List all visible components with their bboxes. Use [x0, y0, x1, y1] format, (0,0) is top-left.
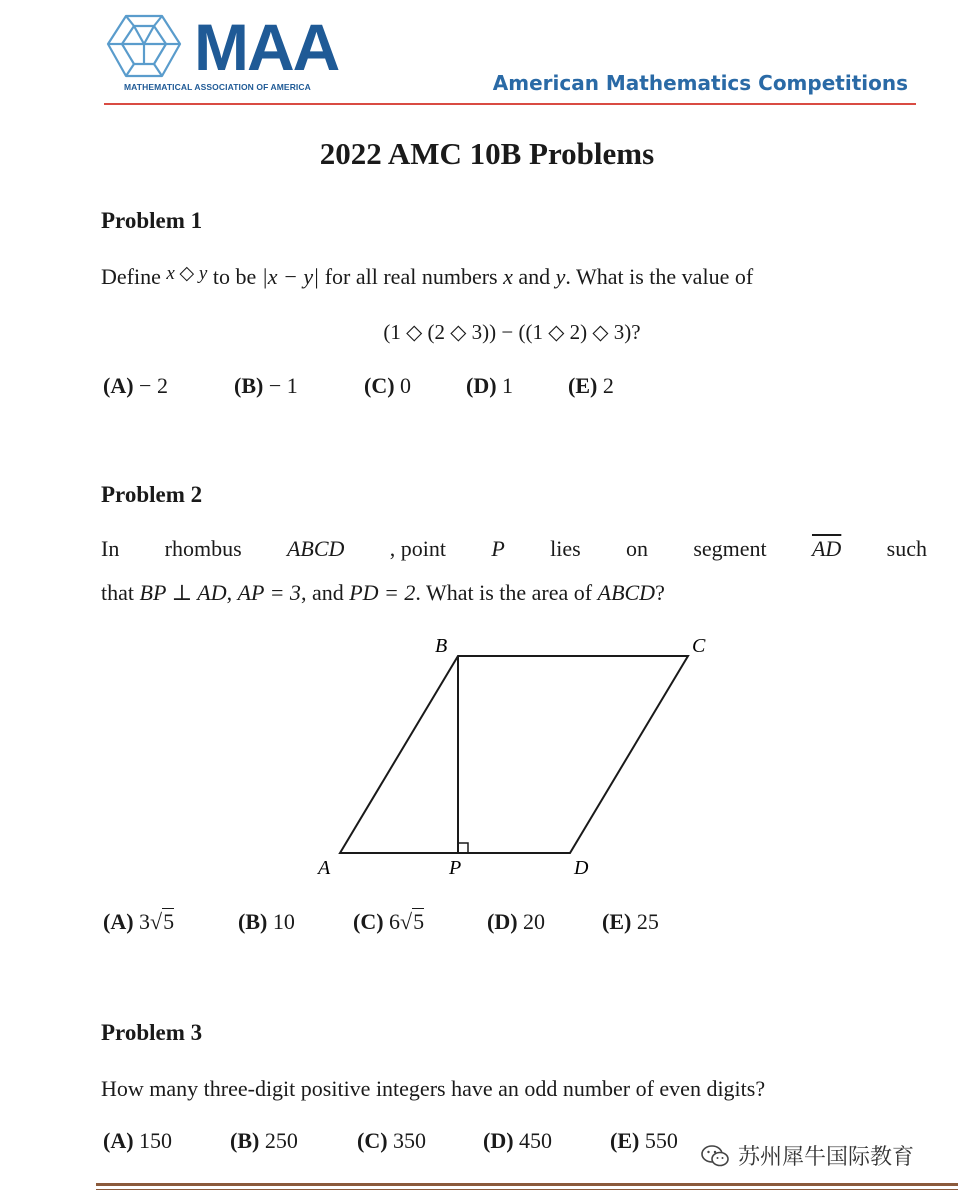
problem-2-statement-line-2: that BP ⊥ AD, AP = 3, and PD = 2. What is the area of ABCD?	[101, 580, 665, 605]
p3-choice-e[interactable]: (E) 550	[610, 1128, 678, 1153]
vertex-label-c: C	[692, 635, 706, 657]
problem-1-heading: Problem 1	[101, 208, 203, 233]
p2-choice-d[interactable]: (D) 20	[487, 909, 546, 934]
point-label-p: P	[449, 857, 462, 879]
page-title: 2022 AMC 10B Problems	[319, 136, 655, 171]
maa-logo-subtitle: MATHEMATICAL ASSOCIATION OF AMERICA	[124, 82, 311, 92]
p2-that: that	[101, 580, 134, 605]
vertex-label-a: A	[318, 857, 331, 879]
p2-word: ABCD	[286, 536, 345, 561]
problem-2-heading: Problem 2	[101, 482, 203, 507]
p1-choice-e[interactable]: (E) 2	[568, 373, 614, 398]
p1-choice-c[interactable]: (C) 0	[364, 373, 412, 398]
p2-choice-b[interactable]: (B) 10	[238, 909, 295, 934]
p2-word: , point	[389, 536, 446, 561]
problem-1-display-expression: (1 ◇ (2 ◇ 3)) − ((1 ◇ 2) ◇ 3)?	[383, 320, 641, 344]
problem-3-statement: How many three-digit positive integers have an odd number of even digits?	[101, 1076, 766, 1101]
header-divider	[104, 103, 916, 105]
problem-1-statement	[101, 264, 753, 290]
p2-word: on	[626, 536, 648, 561]
vertex-label-b: B	[435, 635, 448, 657]
p3-choice-a[interactable]: (A) 150	[103, 1128, 173, 1153]
footer-divider	[96, 1183, 958, 1186]
p2-word: rhombus	[164, 536, 242, 561]
problem-2-statement-line-1	[101, 536, 927, 562]
p2-choice-e[interactable]: (E) 25	[602, 909, 659, 934]
rhombus-outline	[340, 656, 688, 853]
p2-segment-ad: $\overline{AD}$	[811, 536, 842, 561]
p3-choice-d[interactable]: (D) 450	[483, 1128, 553, 1153]
p1-to-be: to be	[212, 264, 257, 289]
watermark-text: 苏州犀牛国际教育	[738, 1145, 915, 1170]
p2-word: P	[491, 536, 505, 561]
p2-qmark: ?	[655, 580, 665, 605]
right-angle-mark	[458, 843, 468, 853]
watermark	[700, 1140, 914, 1171]
p2-word: segment	[693, 536, 767, 561]
wechat-icon	[700, 1144, 730, 1168]
p2-and: , and	[300, 580, 344, 605]
p2-choice-c[interactable]: (C) 6√5	[353, 909, 425, 934]
rhombus-figure	[300, 630, 740, 890]
p2-word: such	[886, 536, 927, 561]
p1-for-all: for all real numbers	[324, 264, 498, 289]
p2-pd: PD = 2	[349, 580, 416, 605]
vertex-label-d: D	[574, 857, 589, 879]
p2-question: . What is the area of	[415, 580, 593, 605]
p2-ap: AP = 3	[237, 580, 301, 605]
p2-choice-a[interactable]: (A) 3√5	[103, 909, 175, 934]
competition-name: American Mathematics Competitions	[492, 71, 908, 95]
p1-choice-b[interactable]: (B) − 1	[234, 373, 298, 398]
problem-3-heading: Problem 3	[101, 1020, 203, 1045]
p1-var-y: y	[555, 264, 566, 289]
p1-define: Define	[101, 264, 161, 289]
p1-var-x: x	[503, 264, 513, 289]
p2-perp: BP ⊥ AD	[139, 580, 227, 605]
p1-abs-expr: |x − y|	[261, 264, 320, 289]
p2-abcd: ABCD	[597, 580, 656, 605]
p2-word: lies	[550, 536, 581, 561]
maa-logo-text: MAA	[194, 10, 339, 84]
p1-and: and	[518, 264, 551, 289]
p2-word: In	[101, 536, 120, 561]
maa-logo-icon	[104, 12, 184, 82]
p1-question: . What is the value of	[565, 264, 754, 289]
p3-choice-b[interactable]: (B) 250	[230, 1128, 298, 1153]
p1-choice-a[interactable]: (A) − 2	[103, 373, 168, 398]
p1-choice-d[interactable]: (D) 1	[466, 373, 514, 398]
footer-divider-thin	[96, 1189, 958, 1190]
p1-op-expr: x ◇ y	[166, 263, 208, 284]
p3-choice-c[interactable]: (C) 350	[357, 1128, 427, 1153]
